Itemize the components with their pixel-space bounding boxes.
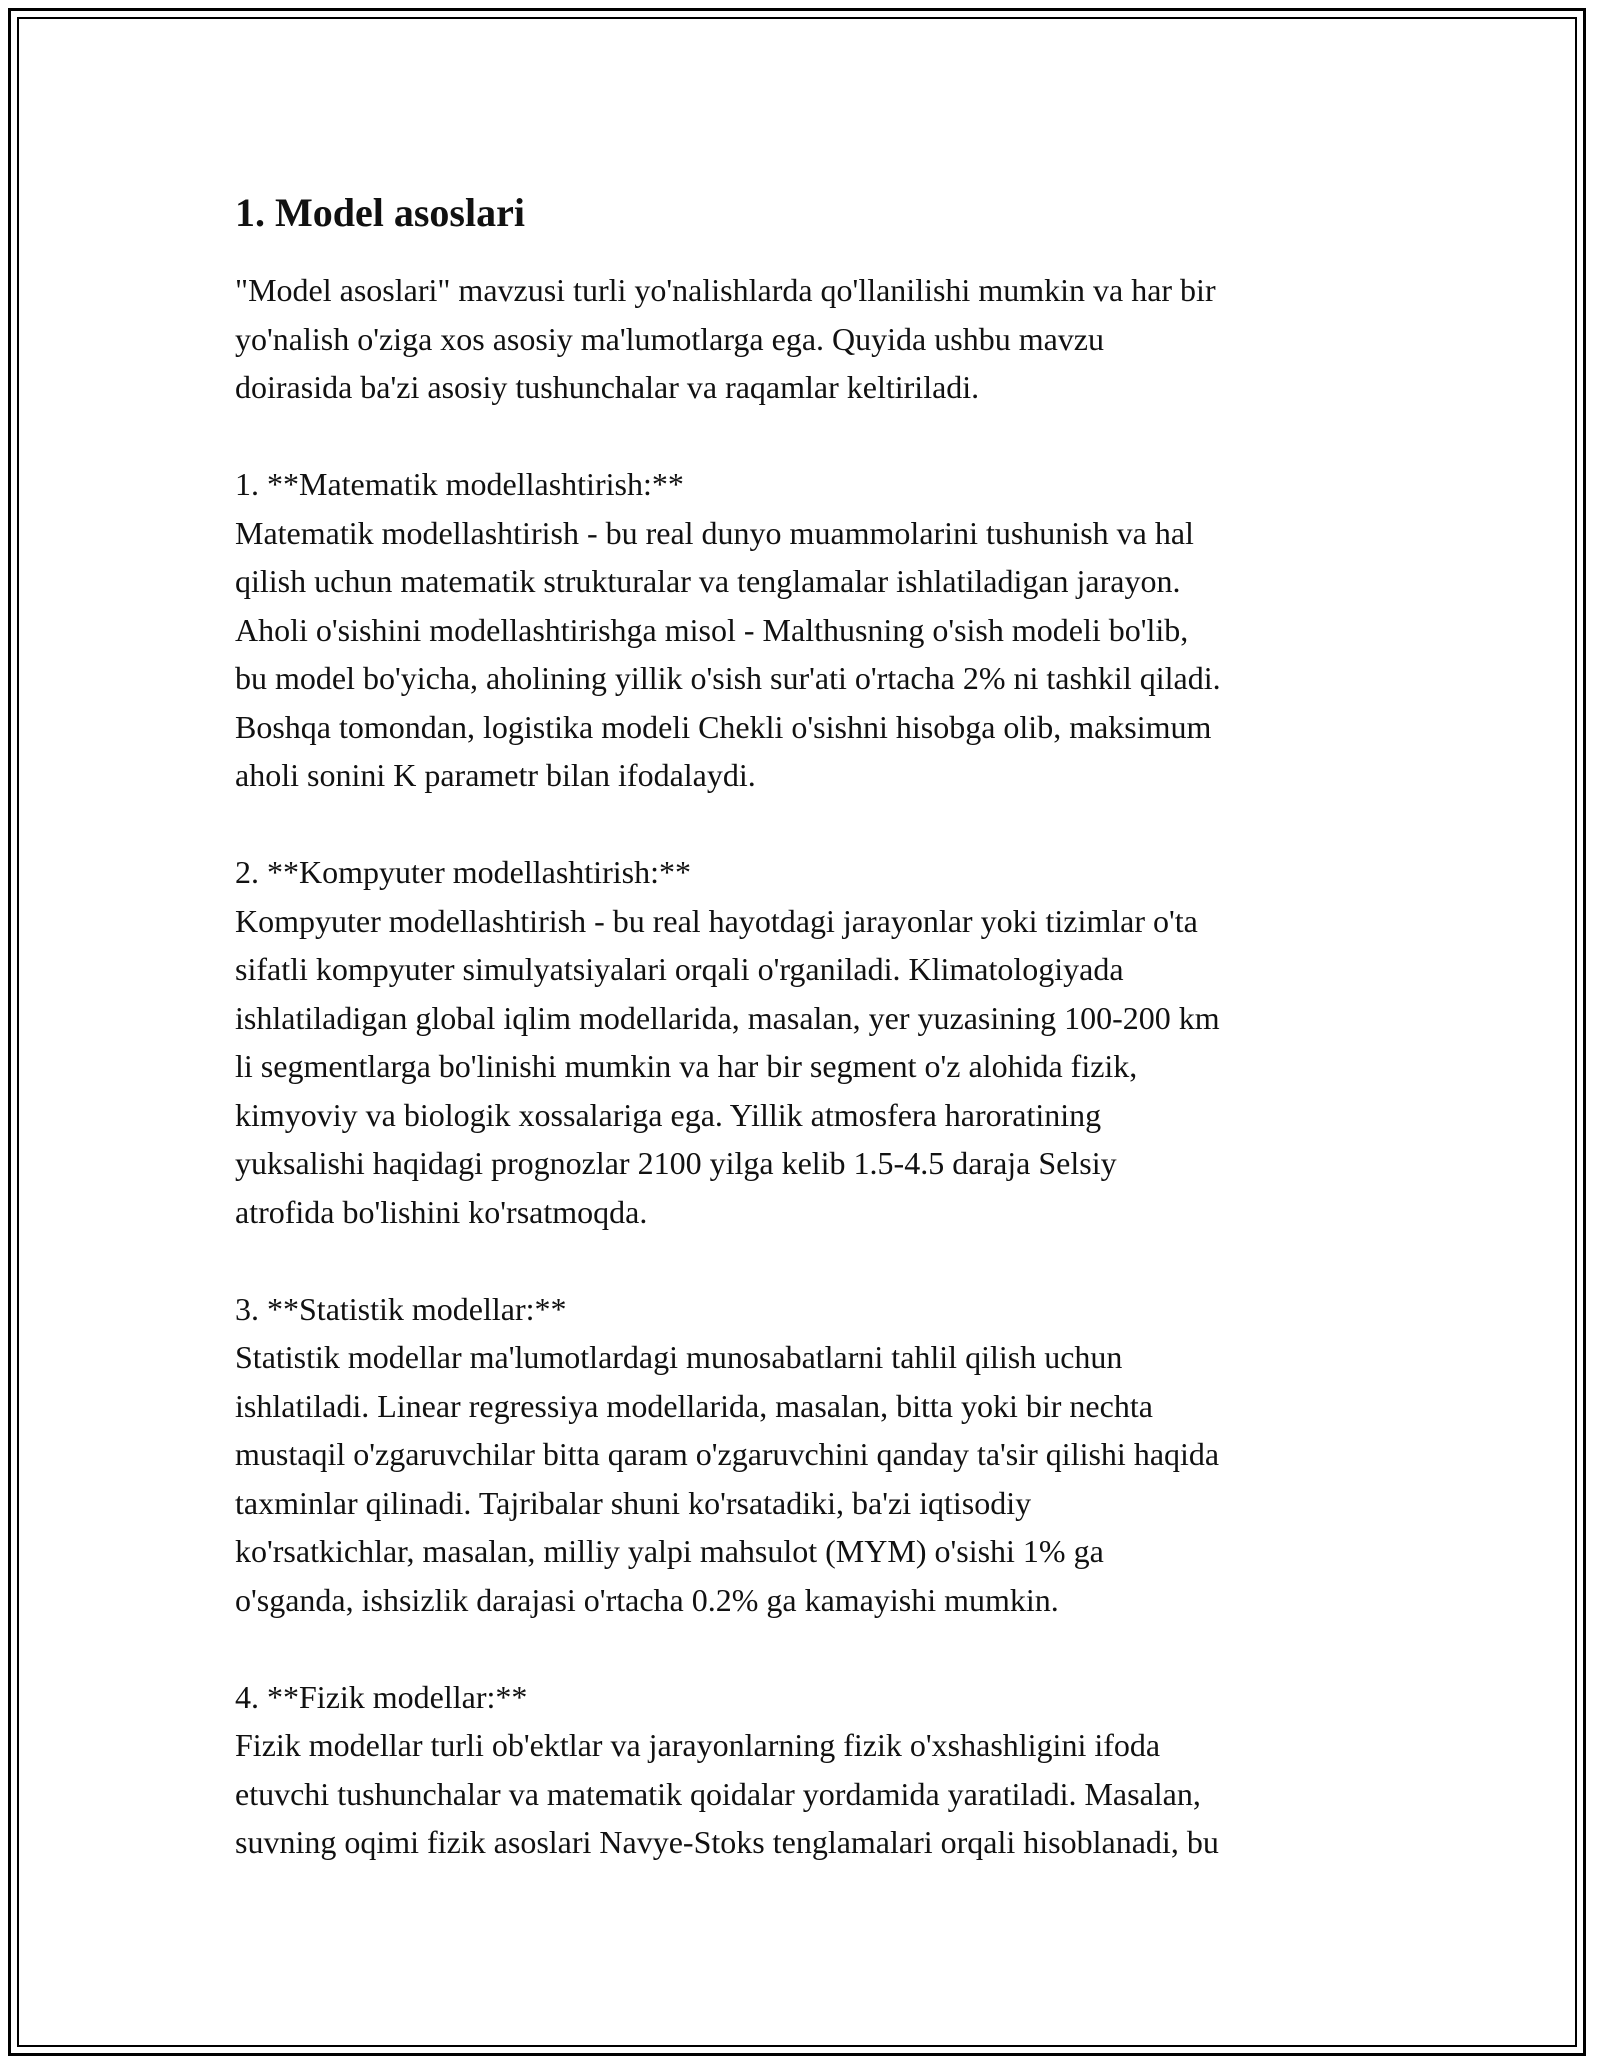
section-body: Fizik modellar turli ob'ektlar va jarayonlarning fizik o'xshashligini ifoda etuvchi tushunchalar va matematik qoidalar yordamida yaratiladi. Masalan, suvning oqimi fizik asoslari Navye-Stoks tenglamalari orqali hisoblanadi, bu [235, 1727, 1219, 1860]
document-heading: 1. Model asoslari [235, 190, 525, 235]
spacer [235, 412, 1375, 461]
section-title: 2. **Kompyuter modellashtirish:** [235, 854, 691, 890]
spacer [235, 1624, 1375, 1673]
section-title: 4. **Fizik modellar:** [235, 1678, 528, 1715]
section-title: 3. **Statistik modellar:** [235, 1290, 567, 1327]
spacer [235, 800, 1375, 849]
section-body: Kompyuter modellashtirish - bu real hayotdagi jarayonlar yoki tizimlar o'ta sifatli kompyuter simulyatsiyalari orqali o'rganiladi. Klimatologiyada ishlatiladigan global iqlim modellarida, masalan, yer yuzasining 100-200 km li segmentlarga bo'linishi mumkin va har bir segment o'z alohida fizik, kimyoviy va biologik xossalariga ega. Yillik atmosfera haroratining yuksalishi haqidagi prognozlar 2100 yilga kelib 1.5-4.5 daraja Selsiy atrofida bo'lishini ko'rsatmoqda. [235, 902, 1220, 1230]
section-body: Matematik modellashtirish - bu real dunyo muammolarini tushunish va hal qilish uchun matematik strukturalar va tenglamalar ishlatiladigan jarayon. Aholi o'sishini modellashtirishga misol - Malthusning o'sish modeli bo'lib, bu model bo'yicha, aholining yillik o'sish sur'ati o'rtacha 2% ni tashkil qiladi. Boshqa tomondan, logistika modeli Chekli o'sishni hisobga olib, maksimum aholi sonini K parametr bilan ifodalaydi. [235, 514, 1221, 793]
intro-paragraph: "Model asoslari" mavzusi turli yo'nalishlarda qo'llanilishi mumkin va har bir yo'nalish o'ziga xos asosiy ma'lumotlarga ega. Quyida ushbu mavzu doirasida ba'zi asosiy tushunchalar va raqamlar keltiriladi. [235, 272, 1216, 405]
spacer [235, 1236, 1375, 1285]
section-title: 1. **Matematik modellashtirish:** [235, 466, 684, 502]
section-body: Statistik modellar ma'lumotlardagi munosabatlarni tahlil qilish uchun ishlatiladi. Linear regressiya modellarida, masalan, bitta yoki bir nechta mustaqil o'zgaruvchilar bitta qaram o'zgaruvchini qanday ta'sir qilishi haqida taxminlar qilinadi. Tajribalar shuni ko'rsatadiki, ba'zi iqtisodiy ko'rsatkichlar, masalan, milliy yalpi mahsulot (MYM) o'sishi 1% ga o'sganda, ishsizlik darajasi o'rtacha 0.2% ga kamayishi mumkin. [235, 1339, 1220, 1618]
document-content [235, 186, 1375, 1867]
